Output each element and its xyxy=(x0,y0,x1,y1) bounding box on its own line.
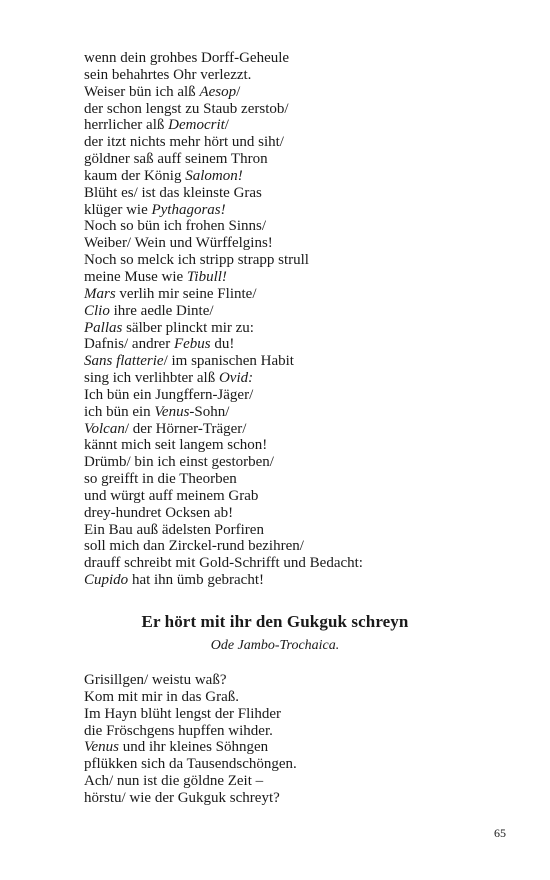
verse-segment: / im spanischen Habit xyxy=(163,353,294,370)
verse-segment: Im Hayn blüht lengst der Flihder xyxy=(84,705,282,722)
verse-line xyxy=(84,67,363,84)
verse-line xyxy=(84,706,297,723)
verse-segment: ihre aedle Dinte/ xyxy=(109,302,214,319)
verse-line xyxy=(84,773,297,790)
verse-line xyxy=(84,723,297,740)
verse-line xyxy=(84,218,363,235)
verse-segment: Ich bün ein Jungffern-Jäger/ xyxy=(84,386,254,403)
verse-segment: / xyxy=(236,83,241,100)
verse-segment: der schon lengst zu Staub zerstob/ xyxy=(84,100,289,117)
verse-line xyxy=(84,739,297,756)
verse-segment: Weiber/ Wein und Würffelgins! xyxy=(84,235,273,252)
verse-italic-segment: Venus xyxy=(84,739,119,756)
verse-line xyxy=(84,672,297,689)
verse-line xyxy=(84,235,363,252)
verse-segment: -Sohn/ xyxy=(189,403,230,420)
verse-line xyxy=(84,538,363,555)
verse-segment: die Fröschgens hupffen wihder. xyxy=(84,722,273,739)
verse-line xyxy=(84,101,363,118)
verse-line xyxy=(84,185,363,202)
verse-line xyxy=(84,572,363,589)
verse-line xyxy=(84,437,363,454)
verse-line xyxy=(84,471,363,488)
verse-segment: und würgt auff meinem Grab xyxy=(84,487,259,504)
verse-line xyxy=(84,454,363,471)
verse-italic-segment: Cupido xyxy=(84,572,129,589)
verse-line xyxy=(84,84,363,101)
verse-segment: / der Hörner-Träger/ xyxy=(124,420,247,437)
verse-line xyxy=(84,320,363,337)
verse-line xyxy=(84,50,363,67)
verse-segment: herrlicher alß xyxy=(84,117,169,134)
verse-segment: du! xyxy=(210,336,235,353)
verse-segment: verlih mir seine Flinte/ xyxy=(115,285,257,302)
poem-stanza-continued xyxy=(84,50,363,589)
verse-segment: Dafnis/ andrer xyxy=(84,336,174,353)
verse-italic-segment: Pallas xyxy=(84,319,123,336)
verse-segment: Noch so melck ich stripp strapp strull xyxy=(84,252,309,269)
verse-line xyxy=(84,269,363,286)
verse-segment: ich bün ein xyxy=(84,403,155,420)
verse-italic-segment: Salomon! xyxy=(185,167,243,184)
verse-segment: klüger wie xyxy=(84,201,152,218)
verse-line xyxy=(84,252,363,269)
verse-segment: Ein Bau auß ädelsten Porfiren xyxy=(84,521,264,538)
verse-line xyxy=(84,756,297,773)
verse-line xyxy=(84,336,363,353)
page-number: 65 xyxy=(494,826,506,840)
verse-line xyxy=(84,117,363,134)
verse-line xyxy=(84,151,363,168)
verse-segment: drauff schreibt mit Gold-Schrifft und Bedacht: xyxy=(84,555,363,572)
verse-line xyxy=(84,202,363,219)
verse-italic-segment: Pythagoras! xyxy=(151,201,226,218)
verse-segment: Weiser bün ich alß xyxy=(84,83,200,100)
verse-italic-segment: Volcan xyxy=(84,420,125,437)
verse-italic-segment: Mars xyxy=(84,285,116,302)
verse-segment: Ach/ nun ist die göldne Zeit – xyxy=(84,773,264,790)
verse-line xyxy=(84,134,363,151)
verse-segment: sein behahrtes Ohr verlezzt. xyxy=(84,66,252,83)
verse-segment: soll mich dan Zirckel-rund bezihren/ xyxy=(84,538,304,555)
verse-segment: kännt mich seit langem schon! xyxy=(84,437,268,454)
verse-segment: der itzt nichts mehr hört und siht/ xyxy=(84,134,284,151)
verse-line xyxy=(84,421,363,438)
verse-segment: Drümb/ bin ich einst gestorben/ xyxy=(84,454,274,471)
verse-line xyxy=(84,790,297,807)
verse-italic-segment: Sans flatterie xyxy=(84,353,164,370)
verse-segment: göldner saß auff seinem Thron xyxy=(84,151,268,168)
verse-italic-segment: Aesop xyxy=(199,83,237,100)
verse-italic-segment: Venus xyxy=(154,403,190,420)
verse-line xyxy=(84,168,363,185)
verse-segment: drey-hundret Ocksen ab! xyxy=(84,504,234,521)
verse-line xyxy=(84,387,363,404)
verse-segment: Blüht es/ ist das kleinste Gras xyxy=(84,184,262,201)
verse-segment: kaum der König xyxy=(84,167,186,184)
verse-segment: Grisillgen/ weistu waß? xyxy=(84,672,227,688)
verse-line xyxy=(84,522,363,539)
verse-line xyxy=(84,303,363,320)
verse-line xyxy=(84,286,363,303)
verse-line xyxy=(84,488,363,505)
poem-subtitle: Ode Jambo-Trochaica. xyxy=(210,638,340,653)
verse-segment: so greifft in die Theorben xyxy=(84,471,237,488)
verse-segment: meine Muse wie xyxy=(84,268,187,285)
verse-segment: hörstu/ wie der Gukguk schreyt? xyxy=(84,789,280,806)
verse-segment: / xyxy=(224,117,229,134)
verse-segment: Noch so bün ich frohen Sinns/ xyxy=(84,218,267,235)
poem-title: Er hört mit ihr den Gukguk schreyn xyxy=(141,612,409,631)
verse-italic-segment: Clio xyxy=(84,302,110,319)
verse-italic-segment: Tibull! xyxy=(186,268,227,285)
verse-italic-segment: Democrit xyxy=(168,117,225,134)
verse-segment: und ihr kleines Söhngen xyxy=(119,739,269,756)
verse-line xyxy=(84,404,363,421)
verse-line xyxy=(84,689,297,706)
verse-segment: hat ihn ümb gebracht! xyxy=(128,572,264,589)
verse-line xyxy=(84,505,363,522)
verse-segment: Kom mit mir in das Graß. xyxy=(84,688,239,705)
verse-segment: sing ich verlihbter alß xyxy=(84,370,219,387)
verse-italic-segment: Febus xyxy=(173,336,211,353)
verse-line xyxy=(84,555,363,572)
verse-italic-segment: Ovid: xyxy=(218,370,254,387)
verse-segment: pflükken sich da Tausendschöngen. xyxy=(84,756,297,773)
verse-segment: sälber plinckt mir zu: xyxy=(122,319,254,336)
verse-line xyxy=(84,353,363,370)
verse-line xyxy=(84,370,363,387)
verse-segment: wenn dein grohbes Dorff-Geheule xyxy=(84,50,290,66)
poem-stanza-new xyxy=(84,672,297,807)
